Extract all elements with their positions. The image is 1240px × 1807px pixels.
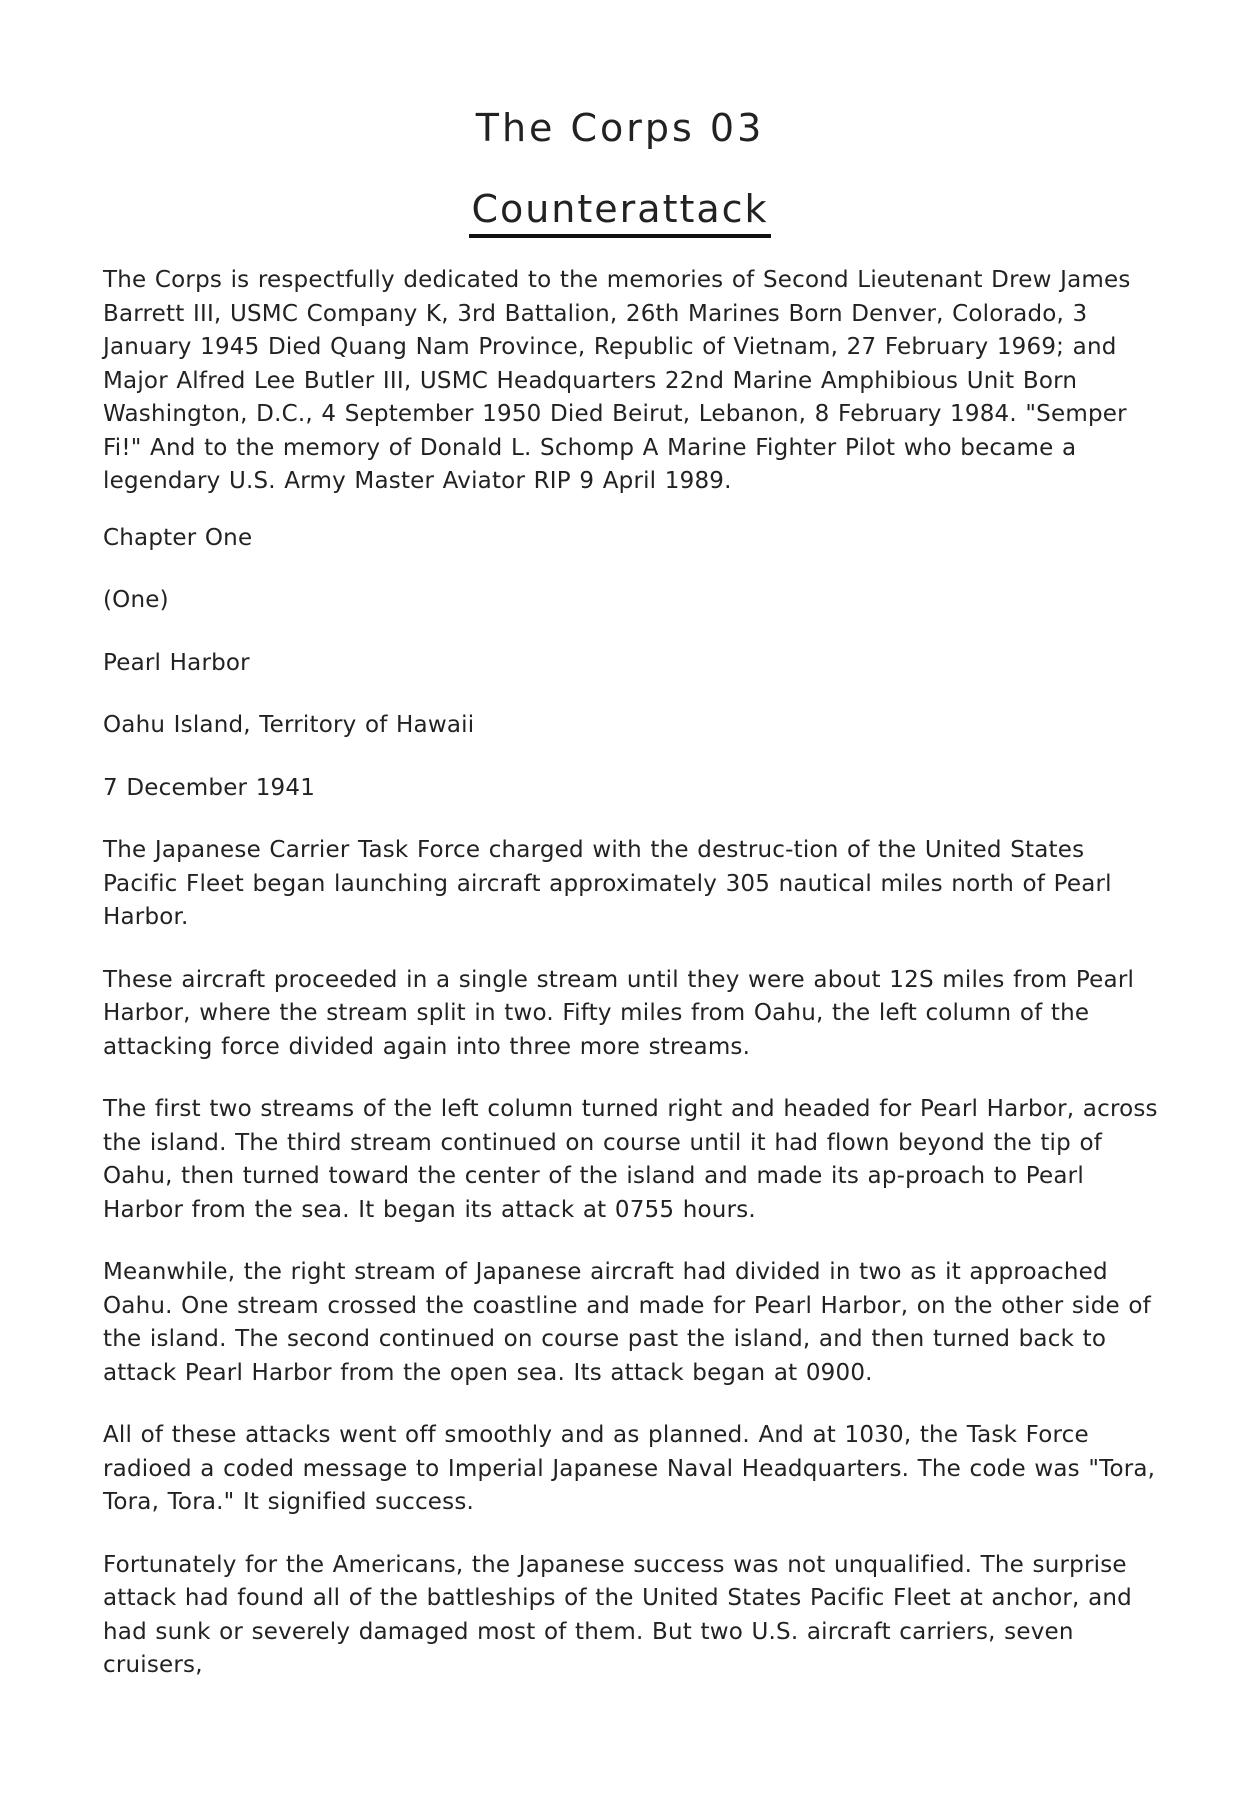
body-paragraph: The Japanese Carrier Task Force charged with the destruc-tion of the United States Pacific Fleet began launching aircraft approximately 305 nautical miles north of Pearl Harbor. [103,837,1112,930]
date-heading: 7 December 1941 [103,774,316,801]
body-paragraph: All of these attacks went off smoothly and as planned. And at 1030, the Task Force radioed a coded message to Imperial Japanese Naval Headquarters. The code was "Tora, Tora, Tora." It signified success. [103,1422,1156,1515]
subtitle-container [0,186,1240,238]
body-paragraph: Fortunately for the Americans, the Japanese success was not unqualified. The surprise attack had found all of the battleships of the United States Pacific Fleet at anchor, and had sunk or severely damaged most of them. But two U.S. aircraft carriers, seven cruisers, [103,1551,1132,1678]
body-paragraph: The first two streams of the left column turned right and headed for Pearl Harbor, across the island. The third stream continued on course until it had flown beyond the tip of Oahu, then turned toward the center of the island and made its ap-proach to Pearl Harbor from the sea. It began its attack at 0755 hours. [103,1096,1158,1223]
body-paragraph: These aircraft proceeded in a single stream until they were about 12S miles from Pearl Harbor, where the stream split in two. Fifty miles from Oahu, the left column of the attacking force divided again into three more streams. [103,966,1135,1060]
section-number: (One) [103,587,169,613]
place-heading: Pearl Harbor [103,649,250,676]
dedication-paragraph: The Corps is respectfully dedicated to the memories of Second Lieutenant Drew James Barrett III, USMC Company K, 3rd Battalion, 26th Marines Born Denver, Colorado, 3 January 1945 Died Quang Nam Province, Republic of Vietnam, 27 February 1969; and Major Alfred Lee Butler III, USMC Headquarters 22nd Marine Amphibious Unit Born Washington, D.C., 4 September 1950 Died Beirut, Lebanon, 8 February 1984. "Semper Fi!" And to the memory of Donald L. Schomp A Marine Fighter Pilot who became a legendary U.S. Army Master Aviator RIP 9 April 1989. [103,267,1131,494]
chapter-heading: Chapter One [103,524,253,551]
document-body [103,264,1163,1712]
page-subtitle: Counterattack [469,186,770,238]
location-heading: Oahu Island, Territory of Hawaii [103,712,475,738]
page-title: The Corps 03 [475,106,765,150]
body-paragraph: Meanwhile, the right stream of Japanese aircraft had divided in two as it approached Oahu. One stream crossed the coastline and made for Pearl Harbor, on the other side of the island. The second continued on course past the island, and then turned back to attack Pearl Harbor from the open sea. Its attack began at 0900. [103,1259,1151,1386]
